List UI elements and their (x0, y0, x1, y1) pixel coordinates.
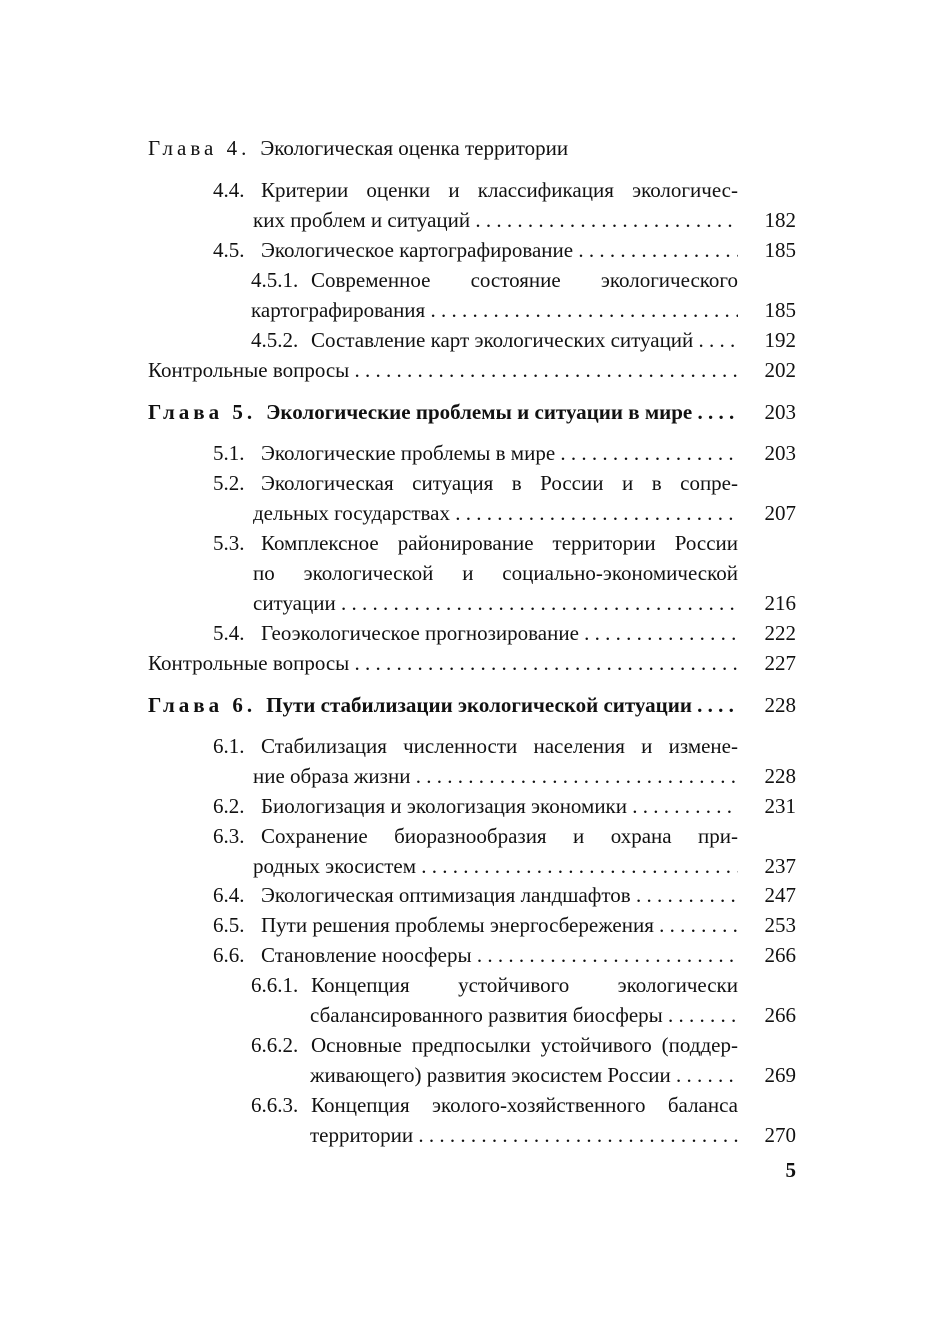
page-ref: 228 (764, 764, 796, 788)
page-ref: 227 (764, 651, 796, 675)
chapter-4-label: Глава 4. (148, 136, 251, 160)
toc-entry-6-6-2: 6.6.2. Основные предпосылки устойчивого (поддер- (251, 1033, 738, 1057)
toc-entry-4-4: 4.4. Критерии оценки и классификация экологичес- (213, 178, 738, 202)
page-ref: 202 (764, 358, 796, 382)
page-ref: 192 (764, 328, 796, 352)
page-ref: 231 (764, 794, 796, 818)
page-ref: 182 (764, 208, 796, 232)
page-ref: 269 (764, 1063, 796, 1087)
toc-control-questions-5: Контрольные вопросы . . . (148, 649, 738, 677)
chapter-6-label: Глава 6. (148, 693, 257, 717)
chapter-6-title: Пути стабилизации экологической ситуации (266, 693, 692, 717)
toc-entry-4-4-cont: ких проблем и ситуаций . . . (253, 206, 738, 234)
page-ref: 266 (764, 1003, 796, 1027)
toc-entry-6-3-cont: родных экосистем . . . (253, 852, 738, 880)
toc-entry-6-1-cont: ние образа жизни . . . (253, 762, 738, 790)
toc-entry-5-3-cont: по экологической и социально-экономической (253, 561, 738, 585)
page-ref: 185 (764, 298, 796, 322)
toc-entry-5-3: 5.3. Комплексное районирование территории России (213, 531, 738, 555)
toc-entry-5-4: 5.4. Геоэкологическое прогнозирование . . . (213, 619, 738, 647)
chapter-4-title: Экологическая оценка территории (260, 136, 569, 160)
page-ref: 203 (764, 400, 796, 424)
toc-entry-6-2: 6.2. Биологизация и экологизация экономики . . . (213, 792, 738, 820)
chapter-5-heading (148, 398, 738, 426)
page-ref: 253 (764, 913, 796, 937)
page-ref: 207 (764, 501, 796, 525)
page-ref: 237 (764, 854, 796, 878)
chapter-6-heading (148, 691, 738, 719)
page-ref: 203 (764, 441, 796, 465)
toc-entry-6-5: 6.5. Пути решения проблемы энергосбережения . . . (213, 911, 738, 939)
page-ref: 228 (764, 693, 796, 717)
toc-entry-4-5-1-cont: картографирования . . . (251, 296, 738, 324)
page-ref: 247 (764, 883, 796, 907)
toc-entry-6-6-3-cont: территории . . . (310, 1121, 738, 1149)
chapter-5-title: Экологические проблемы и ситуации в мире (266, 400, 693, 424)
toc-entry-5-2: 5.2. Экологическая ситуация в России и в сопре- (213, 471, 738, 495)
toc-entry-5-3-cont2: ситуации . . . (253, 589, 738, 617)
toc-entry-6-6-1-cont: сбалансированного развития биосферы . . . (310, 1001, 738, 1029)
toc-entry-4-5-1: 4.5.1. Современное состояние экологического (251, 268, 738, 292)
page-ref: 266 (764, 943, 796, 967)
page-ref: 270 (764, 1123, 796, 1147)
toc-entry-4-5-2: 4.5.2. Составление карт экологических ситуаций . . . (251, 326, 738, 354)
toc-control-questions-4: Контрольные вопросы . . . (148, 356, 738, 384)
toc-entry-6-6-3: 6.6.3. Концепция эколого-хозяйственного баланса (251, 1093, 738, 1117)
toc-entry-6-6-1: 6.6.1. Концепция устойчивого экологически (251, 973, 738, 997)
toc-entry-4-5: 4.5. Экологическое картографирование . . . (213, 236, 738, 264)
page-ref: 222 (764, 621, 796, 645)
toc-entry-5-1: 5.1. Экологические проблемы в мире . . . (213, 439, 738, 467)
page-ref: 216 (764, 591, 796, 615)
chapter-5-label: Глава 5. (148, 400, 257, 424)
page-number: 5 (785, 1158, 796, 1182)
toc-entry-6-6-2-cont: живающего) развития экосистем России . . . (310, 1061, 738, 1089)
chapter-4-heading (148, 134, 748, 162)
toc-entry-6-1: 6.1. Стабилизация численности населения и измене- (213, 734, 738, 758)
toc-entry-6-6: 6.6. Становление ноосферы . . . (213, 941, 738, 969)
page-ref: 185 (764, 238, 796, 262)
toc-entry-5-2-cont: дельных государствах . . . (253, 499, 738, 527)
toc-entry-6-3: 6.3. Сохранение биоразнообразия и охрана при- (213, 824, 738, 848)
toc-entry-6-4: 6.4. Экологическая оптимизация ландшафтов . . . (213, 881, 738, 909)
